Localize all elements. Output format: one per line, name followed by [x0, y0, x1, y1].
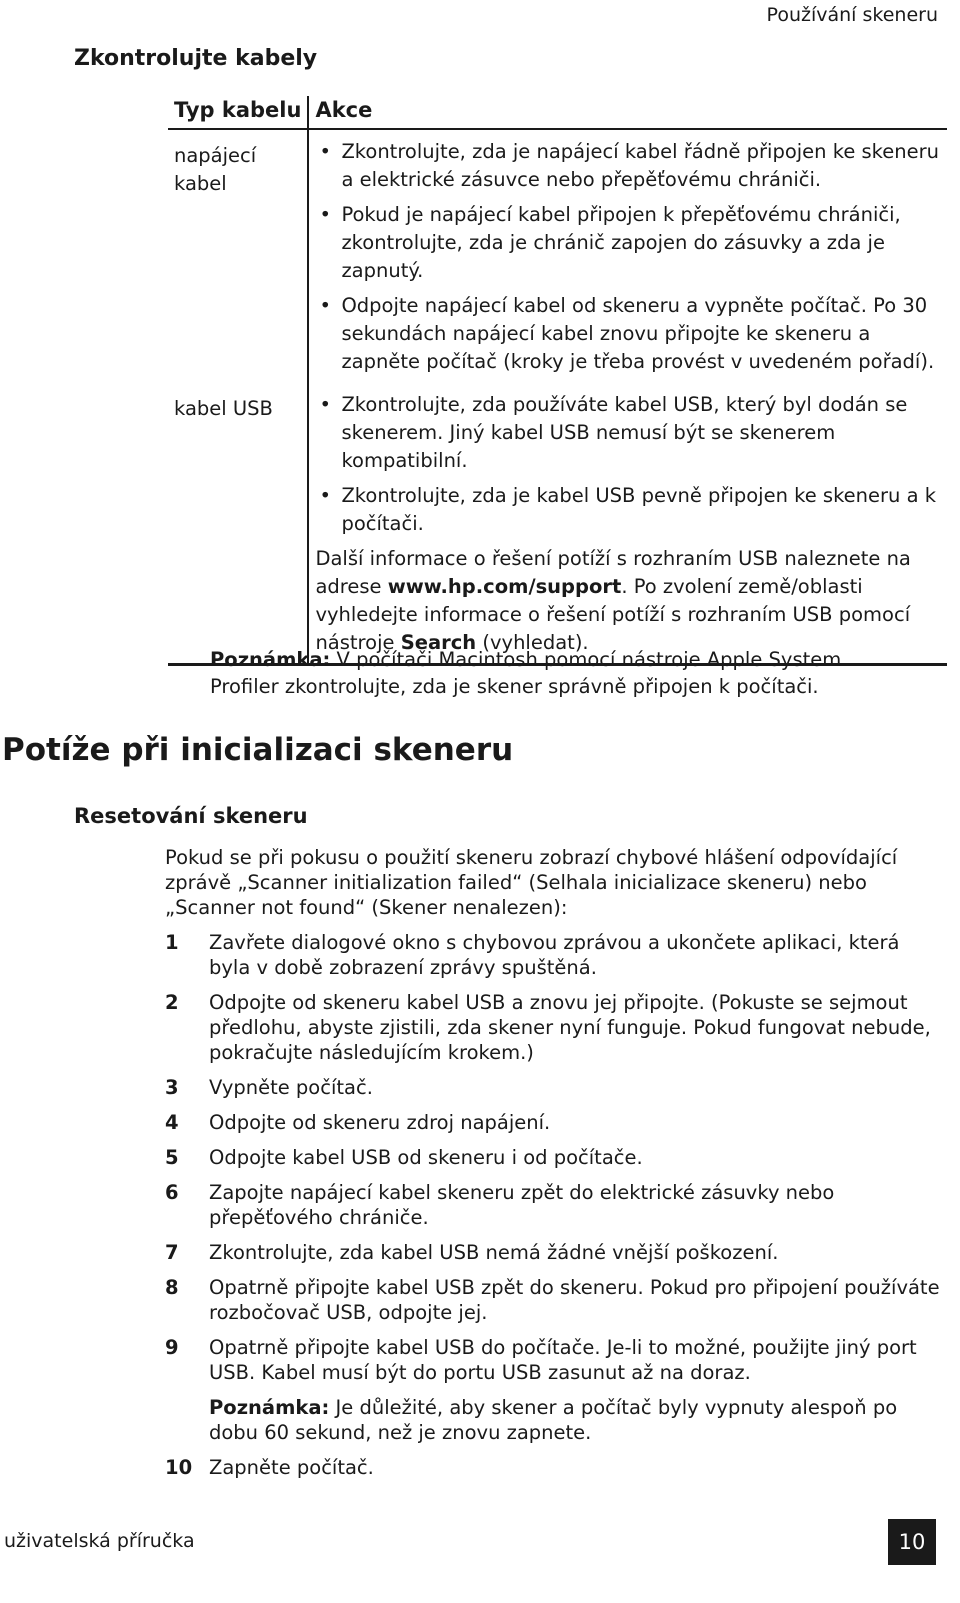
col-header-cable-type: Typ kabelu — [168, 96, 308, 129]
step-text: Zapojte napájecí kabel skeneru zpět do elektrické zásuvky nebo přepěťového chrániče. — [209, 1181, 835, 1229]
step-text: Opatrně připojte kabel USB do počítače. Je-li to možné, použijte jiný port USB. Kabel musí být do portu USB zasunut až na doraz. — [209, 1336, 917, 1384]
cable-table — [168, 96, 947, 666]
step-item — [165, 930, 940, 980]
note-macintosh — [210, 646, 910, 700]
cable-type-cell: napájecí kabel — [168, 129, 308, 383]
step-text: Zkontrolujte, zda kabel USB nemá žádné vnější poškození. — [209, 1241, 779, 1264]
bullet-icon: • — [319, 294, 331, 317]
col-header-action: Akce — [308, 96, 947, 129]
step-item — [165, 1145, 940, 1170]
note-wait — [209, 1395, 940, 1445]
note-text: V počítači Macintosh pomocí nástroje Apple System Profiler zkontrolujte, zda je skener správně připojen k počítači. — [210, 648, 842, 698]
footer-guide-title: uživatelská příručka — [4, 1530, 195, 1552]
list-item — [315, 201, 947, 285]
list-item — [315, 138, 947, 194]
bullet-icon: • — [319, 484, 331, 507]
bullet-icon: • — [319, 203, 331, 226]
step-number: 4 — [165, 1111, 179, 1134]
step-number: 10 — [165, 1456, 193, 1479]
list-item — [315, 292, 947, 376]
table-row — [168, 129, 947, 383]
step-number: 1 — [165, 931, 179, 954]
section-title-cables: Zkontrolujte kabely — [74, 46, 318, 71]
list-item — [315, 482, 947, 538]
note-text: Je důležité, aby skener a počítač byly vypnuty alespoň po dobu 60 sekund, než je znovu zapnete. — [209, 1396, 898, 1444]
step-text: Odpojte od skeneru zdroj napájení. — [209, 1111, 551, 1134]
step-number: 8 — [165, 1276, 179, 1299]
support-url: www.hp.com/support — [387, 575, 622, 598]
step-text: Zavřete dialogové okno s chybovou zprávou a ukončete aplikaci, která byla v době zobrazení zprávy spuštěná. — [209, 931, 900, 979]
step-item — [165, 1075, 940, 1100]
step-number: 7 — [165, 1241, 179, 1264]
step-item — [165, 1275, 940, 1325]
list-item — [315, 391, 947, 475]
bullet-text: Zkontrolujte, zda používáte kabel USB, který byl dodán se skenerem. Jiný kabel USB nemusí být se skenerem kompatibilní. — [341, 393, 908, 472]
step-text: Odpojte kabel USB od skeneru i od počítače. — [209, 1146, 643, 1169]
step-number: 9 — [165, 1336, 179, 1359]
step-item — [165, 1240, 940, 1265]
step-number: 5 — [165, 1146, 179, 1169]
search-tool-name: Search — [400, 631, 477, 654]
action-cell — [308, 383, 947, 665]
step-text: Zapněte počítač. — [209, 1456, 374, 1479]
step-text: Vypněte počítač. — [209, 1076, 373, 1099]
bullet-icon: • — [319, 393, 331, 416]
table-row — [168, 383, 947, 665]
step-item — [165, 1455, 940, 1480]
step-number: 6 — [165, 1181, 179, 1204]
intro-paragraph — [165, 845, 925, 920]
bullet-text: Odpojte napájecí kabel od skeneru a vypněte počítač. Po 30 sekundách napájecí kabel znovu připojte ke skeneru a zapněte počítač (kroky je třeba provést v uvedeném pořadí). — [341, 294, 935, 373]
usb-support-info — [315, 545, 947, 657]
page-number: 10 — [888, 1519, 936, 1565]
step-number: 3 — [165, 1076, 179, 1099]
step-text: Odpojte od skeneru kabel USB a znovu jej připojte. (Pokuste se sejmout předlohu, abyste zjistili, zda skener nyní funguje. Pokud fungovat nebude, pokračujte následujícím krokem.) — [209, 991, 931, 1064]
cable-type-cell: kabel USB — [168, 383, 308, 665]
reset-steps — [165, 930, 940, 1490]
note-label: Poznámka: — [210, 648, 331, 671]
step-number: 2 — [165, 991, 179, 1014]
step-item — [165, 990, 940, 1065]
subsection-title-reset: Resetování skeneru — [74, 804, 308, 828]
intro-text: Pokud se při pokusu o použití skeneru zobrazí chybové hlášení odpovídající zprávě „Scanner initialization failed“ (Selhala inicializace skeneru) nebo „Scanner not found“ (Skener nenalezen): — [165, 846, 898, 919]
bullet-text: Zkontrolujte, zda je kabel USB pevně připojen ke skeneru a k počítači. — [341, 484, 937, 535]
bullet-text: Zkontrolujte, zda je napájecí kabel řádně připojen ke skeneru a elektrické zásuvce nebo přepěťovému chrániči. — [341, 140, 940, 191]
step-item — [165, 1335, 940, 1445]
support-text: . Po zvolení země/oblasti vyhledejte informace o řešení potíží s rozhraním USB pomocí nástroje — [315, 575, 911, 654]
section-title-init: Potíže při inicializaci skeneru — [2, 732, 514, 768]
step-item — [165, 1180, 940, 1230]
support-text: Další informace o řešení potíží s rozhraním USB naleznete na adrese — [315, 547, 911, 598]
step-item — [165, 1110, 940, 1135]
running-header: Používání skeneru — [766, 4, 938, 26]
note-label: Poznámka: — [209, 1396, 330, 1419]
bullet-icon: • — [319, 140, 331, 163]
action-cell — [308, 129, 947, 383]
bullet-text: Pokud je napájecí kabel připojen k přepěťovému chrániči, zkontrolujte, zda je chránič zapojen do zásuvky a zda je zapnutý. — [341, 203, 901, 282]
support-text: (vyhledat). — [476, 631, 589, 654]
step-text: Opatrně připojte kabel USB zpět do skeneru. Pokud pro připojení používáte rozbočovač USB, odpojte jej. — [209, 1276, 940, 1324]
